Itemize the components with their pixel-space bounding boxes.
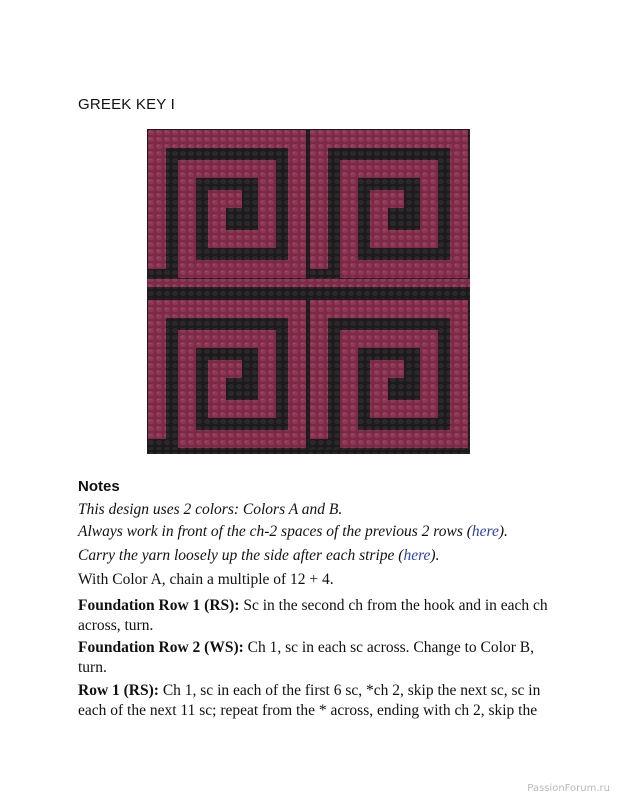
instruction-foundation-row-1: Foundation Row 1 (RS): Sc in the second ch from the hook and in each ch across, turn.: [78, 597, 548, 634]
note-colors: This design uses 2 colors: Colors A and B.: [78, 501, 343, 518]
watermark: PassionForum.ru: [527, 783, 610, 794]
instruction-chain: With Color A, chain a multiple of 12 + 4.: [78, 571, 334, 588]
note-carry-yarn: Carry the yarn loosely up the side after each stripe (here).: [78, 547, 440, 564]
here-link[interactable]: here: [403, 547, 431, 564]
instruction-foundation-row-2: Foundation Row 2 (WS): Ch 1, sc in each sc across. Change to Color B, turn.: [78, 639, 534, 676]
notes-heading: Notes: [78, 478, 120, 495]
pattern-title: GREEK KEY I: [78, 96, 175, 113]
note-ch2-spaces: Always work in front of the ch-2 spaces of the previous 2 rows (here).: [78, 523, 508, 540]
instruction-row-1: Row 1 (RS): Ch 1, sc in each of the first 6 sc, *ch 2, skip the next sc, sc in each of the next 11 sc; repeat from the * across, ending with ch 2, skip the: [78, 682, 541, 719]
here-link[interactable]: here: [471, 523, 499, 540]
crochet-swatch-photo: [147, 129, 470, 454]
